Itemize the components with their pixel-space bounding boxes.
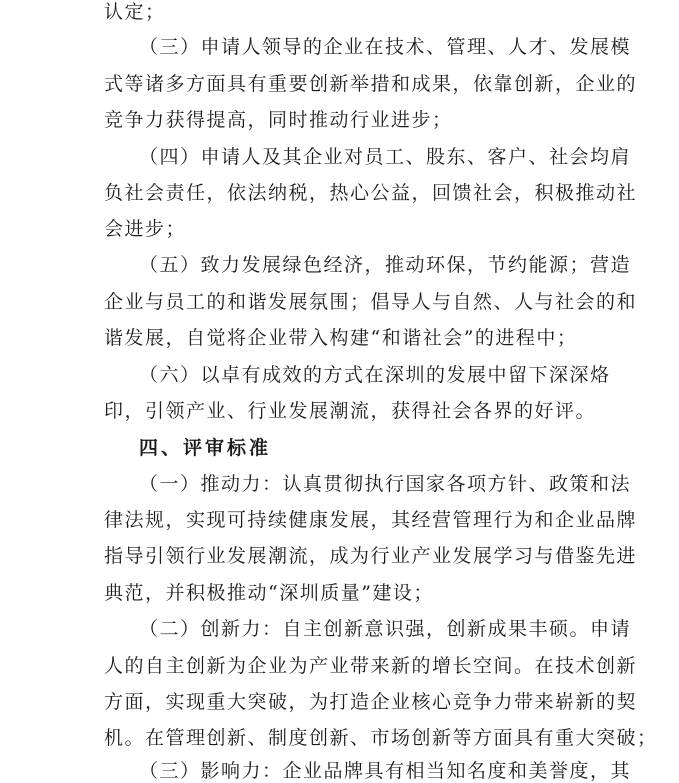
text-line: （四）申请人及其企业对员工、股东、客户、社会均肩	[139, 146, 632, 168]
text-line: 会进步；	[104, 218, 187, 240]
text-line: 式等诸多方面具有重要创新举措和成果，依靠创新，企业的	[104, 73, 638, 95]
text-line: 机。在管理创新、制度创新、市场创新等方面具有重大突破；	[104, 727, 658, 749]
text-line: （三）影响力：企业品牌具有相当知名度和美誉度，其	[139, 760, 632, 782]
text-line: 认定；	[104, 1, 166, 23]
text-line: 人的自主创新为企业为产业带来新的增长空间。在技术创新	[104, 655, 638, 677]
text-line: （三）申请人领导的企业在技术、管理、人才、发展模	[139, 36, 632, 58]
text-line: （五）致力发展绿色经济，推动环保，节约能源；营造	[139, 254, 632, 276]
text-line: 律法规，实现可持续健康发展，其经营管理行为和企业品牌	[104, 509, 638, 531]
text-line: （二）创新力：自主创新意识强，创新成果丰硕。申请	[139, 618, 632, 640]
text-line: （一）推动力：认真贯彻执行国家各项方针、政策和法	[139, 473, 632, 495]
text-line: 谐发展，自觉将企业带入构建“和谐社会”的进程中；	[104, 327, 578, 349]
section-heading: 四、评审标准	[139, 437, 272, 459]
text-line: 印，引领产业、行业发展潮流，获得社会各界的好评。	[104, 400, 597, 422]
text-line: 方面，实现重大突破，为打造企业核心竞争力带来崭新的契	[104, 691, 638, 713]
text-line: （六）以卓有成效的方式在深圳的发展中留下深深烙	[139, 364, 611, 386]
text-line: 指导引领行业发展潮流，成为行业产业发展学习与借鉴先进	[104, 545, 638, 567]
text-line: 企业与员工的和谐发展氛围；倡导人与自然、人与社会的和	[104, 291, 638, 313]
text-line: 负社会责任，依法纳税，热心公益，回馈社会，积极推动社	[104, 182, 638, 204]
text-line: 竞争力获得提高，同时推动行业进步；	[104, 109, 453, 131]
text-line: 典范，并积极推动“深圳质量”建设；	[104, 582, 434, 604]
